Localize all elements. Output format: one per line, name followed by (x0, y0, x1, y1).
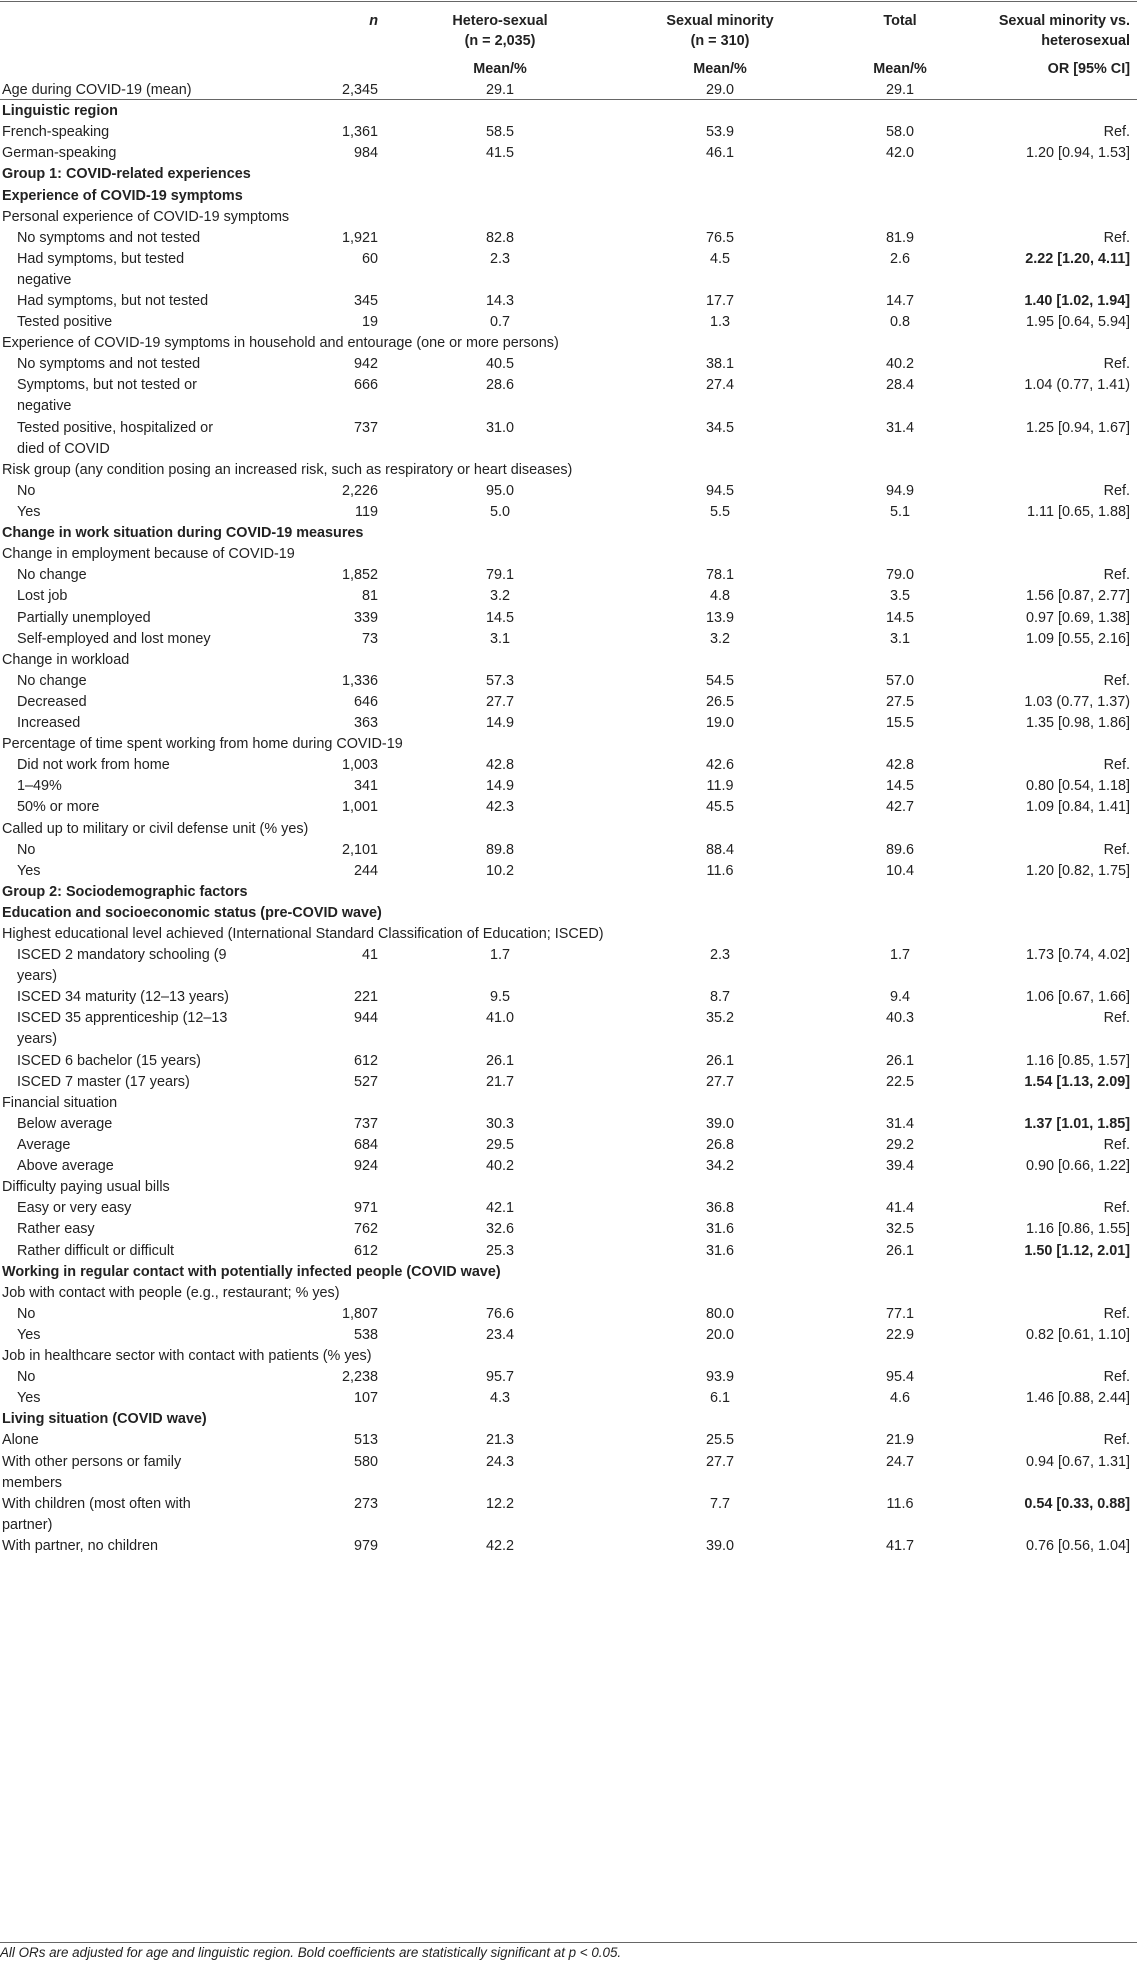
header-or-title-2: heterosexual (1041, 33, 1130, 49)
row-label: No (17, 1305, 36, 1322)
cell-total: 41.4 (885, 1200, 914, 1217)
header-n: n (369, 13, 378, 29)
row-label: Above average (17, 1158, 114, 1175)
cell-odds-ratio: 0.97 [0.69, 1.38] (1025, 609, 1130, 626)
row-label: No (17, 1369, 36, 1386)
cell-odds-ratio: Ref. (1103, 567, 1130, 584)
row-label: Change in work situation during COVID-19 measures (2, 525, 364, 542)
cell-heterosexual: 42.2 (485, 1537, 514, 1554)
cell-heterosexual: 28.6 (485, 377, 514, 394)
cell-sexual-minority: 4.8 (709, 588, 730, 605)
header-sexual-minority-title: Sexual minority (666, 13, 774, 29)
cell-odds-ratio: Ref. (1103, 1369, 1130, 1386)
cell-total: 89.6 (885, 841, 914, 858)
cell-sexual-minority: 34.5 (705, 419, 734, 436)
cell-n: 73 (361, 630, 378, 647)
cell-heterosexual: 21.7 (485, 1073, 514, 1090)
row-label: Below average (17, 1115, 113, 1132)
cell-heterosexual: 58.5 (485, 124, 514, 141)
cell-sexual-minority: 20.0 (705, 1326, 734, 1343)
cell-odds-ratio: Ref. (1103, 356, 1130, 373)
cell-sexual-minority: 11.9 (706, 778, 734, 795)
cell-odds-ratio: 1.56 [0.87, 2.77] (1025, 588, 1130, 605)
cell-sexual-minority: 3.2 (709, 630, 730, 647)
cell-total: 29.2 (885, 1137, 914, 1153)
cell-n: 984 (353, 145, 378, 162)
cell-sexual-minority: 8.7 (709, 989, 730, 1006)
cell-heterosexual: 57.3 (485, 672, 514, 689)
row-label: Yes (17, 1390, 41, 1407)
cell-heterosexual: 9.5 (489, 989, 510, 1006)
cell-odds-ratio: 1.54 [1.13, 2.09] (1024, 1073, 1130, 1090)
cell-heterosexual: 30.3 (485, 1115, 514, 1132)
cell-total: 31.4 (885, 1115, 914, 1132)
cell-odds-ratio: 1.06 [0.67, 1.66] (1025, 989, 1130, 1006)
cell-total: 42.8 (885, 757, 914, 774)
cell-total: 14.5 (885, 609, 914, 626)
cell-total: 4.6 (889, 1390, 910, 1407)
cell-total: 42.0 (885, 145, 914, 162)
row-label: No change (17, 567, 87, 584)
row-label: Rather difficult or difficult (17, 1242, 175, 1259)
row-label: Job in healthcare sector with contact with patients (% yes) (2, 1348, 372, 1364)
row-label: Risk group (any condition posing an increased risk, such as respiratory or heart diseases) (2, 461, 573, 478)
cell-n: 345 (353, 293, 378, 309)
cell-odds-ratio: 1.46 [0.88, 2.44] (1025, 1390, 1130, 1407)
row-label: Had symptoms, but not tested (17, 293, 209, 309)
cell-odds-ratio: 1.37 [1.01, 1.85] (1024, 1115, 1130, 1132)
header-total-unit: Mean/% (873, 61, 927, 77)
cell-heterosexual: 0.7 (489, 314, 510, 331)
cell-heterosexual: 26.1 (485, 1052, 514, 1069)
row-label: Alone (2, 1432, 39, 1449)
cell-sexual-minority: 31.6 (705, 1242, 734, 1259)
cell-heterosexual: 14.9 (485, 778, 514, 795)
cell-total: 0.8 (889, 314, 910, 331)
cell-odds-ratio: Ref. (1103, 124, 1130, 141)
cell-sexual-minority: 19.0 (705, 715, 734, 731)
row-label: Called up to military or civil defense unit (% yes) (2, 820, 309, 837)
cell-sexual-minority: 39.0 (705, 1537, 734, 1554)
cell-sexual-minority: 46.1 (705, 145, 734, 162)
cell-total: 3.1 (889, 630, 910, 647)
cell-heterosexual: 14.3 (485, 293, 514, 309)
cell-heterosexual: 41.0 (485, 1010, 514, 1027)
cell-total: 3.5 (889, 588, 910, 605)
row-label: Yes (17, 1326, 41, 1343)
cell-n: 221 (353, 989, 378, 1006)
cell-heterosexual: 14.5 (485, 609, 514, 626)
cell-n: 339 (353, 609, 378, 626)
cell-heterosexual: 14.9 (485, 715, 514, 731)
row-label: Age during COVID-19 (mean) (2, 82, 192, 98)
cell-heterosexual: 21.3 (485, 1432, 514, 1449)
cell-n: 2,238 (341, 1369, 378, 1386)
row-label: 50% or more (17, 799, 100, 816)
row-label: Working in regular contact with potentially infected people (COVID wave) (2, 1263, 501, 1280)
cell-sexual-minority: 35.2 (705, 1010, 734, 1027)
header-heterosexual (420, 11, 580, 79)
row-label: Group 1: COVID-related experiences (2, 166, 251, 183)
cell-odds-ratio: Ref. (1103, 1305, 1130, 1322)
cell-odds-ratio: 1.04 (0.77, 1.41) (1024, 377, 1130, 394)
cell-total: 26.1 (885, 1242, 914, 1259)
cell-heterosexual: 24.3 (485, 1453, 514, 1470)
row-label: ISCED 2 mandatory schooling (9 years) (17, 947, 227, 985)
cell-total: 42.7 (885, 799, 914, 816)
cell-total: 9.4 (889, 989, 910, 1006)
cell-total: 11.6 (886, 1495, 914, 1512)
header-odds-ratio (980, 11, 1130, 79)
cell-n: 1,361 (341, 124, 378, 141)
cell-sexual-minority: 5.5 (709, 504, 730, 520)
header-or-title-1: Sexual minority vs. (998, 13, 1130, 29)
cell-odds-ratio: 1.20 [0.82, 1.75] (1025, 862, 1130, 879)
header-total-title: Total (883, 13, 917, 29)
cell-sexual-minority: 25.5 (705, 1432, 734, 1449)
cell-n: 81 (361, 588, 378, 605)
cell-heterosexual: 32.6 (485, 1221, 514, 1238)
row-label: Average (17, 1137, 71, 1153)
cell-n: 612 (353, 1242, 378, 1259)
cell-sexual-minority: 2.3 (709, 947, 730, 964)
cell-total: 81.9 (885, 229, 914, 246)
cell-odds-ratio: 1.95 [0.64, 5.94] (1025, 314, 1130, 331)
row-label: No (17, 482, 36, 499)
cell-heterosexual: 42.1 (485, 1200, 514, 1217)
cell-odds-ratio: 1.09 [0.84, 1.41] (1025, 799, 1130, 816)
cell-odds-ratio: 1.40 [1.02, 1.94] (1024, 293, 1130, 309)
row-label: Easy or very easy (17, 1200, 132, 1217)
row-label: Rather easy (17, 1221, 95, 1238)
cell-odds-ratio: Ref. (1103, 672, 1130, 689)
cell-heterosexual: 76.6 (485, 1305, 514, 1322)
row-label: No symptoms and not tested (17, 229, 201, 246)
cell-heterosexual: 82.8 (485, 229, 514, 246)
row-label: Change in employment because of COVID-19 (2, 546, 295, 563)
cell-n: 119 (355, 504, 378, 520)
cell-sexual-minority: 94.5 (705, 482, 734, 499)
cell-total: 15.5 (885, 715, 914, 731)
cell-odds-ratio: 2.22 [1.20, 4.11] (1025, 250, 1130, 267)
cell-heterosexual: 2.3 (489, 250, 510, 267)
cell-total: 40.3 (885, 1010, 914, 1027)
row-label: Self-employed and lost money (17, 630, 211, 647)
row-label: Increased (17, 715, 81, 731)
cell-sexual-minority: 26.8 (705, 1137, 734, 1153)
cell-heterosexual: 79.1 (485, 567, 514, 584)
cell-n: 527 (353, 1073, 378, 1090)
top-rule (0, 1, 1137, 2)
cell-odds-ratio: 1.50 [1.12, 2.01] (1024, 1242, 1130, 1259)
cell-n: 737 (353, 1115, 378, 1132)
cell-sexual-minority: 27.7 (705, 1453, 734, 1470)
cell-heterosexual: 41.5 (485, 145, 514, 162)
cell-odds-ratio: 1.16 [0.85, 1.57] (1025, 1052, 1130, 1069)
header-heterosexual-n: (n = 2,035) (464, 33, 536, 49)
cell-heterosexual: 10.2 (485, 862, 514, 879)
cell-odds-ratio: 0.54 [0.33, 0.88] (1024, 1495, 1130, 1512)
cell-heterosexual: 31.0 (485, 419, 514, 436)
row-label: Linguistic region (2, 103, 118, 120)
row-label: Did not work from home (17, 757, 170, 774)
cell-total: 22.9 (885, 1326, 914, 1343)
cell-sexual-minority: 4.5 (709, 250, 730, 267)
row-label: Partially unemployed (17, 609, 151, 626)
cell-sexual-minority: 31.6 (705, 1221, 734, 1238)
cell-heterosexual: 42.3 (485, 799, 514, 816)
row-label: No symptoms and not tested (17, 356, 201, 373)
row-label: Tested positive (17, 314, 113, 331)
cell-sexual-minority: 26.5 (705, 693, 734, 710)
cell-total: 39.4 (885, 1158, 914, 1175)
cell-sexual-minority: 1.3 (709, 314, 730, 331)
cell-odds-ratio: Ref. (1103, 229, 1130, 246)
cell-total: 21.9 (885, 1432, 914, 1449)
cell-total: 32.5 (885, 1221, 914, 1238)
row-label: No (17, 841, 36, 858)
cell-odds-ratio: 0.94 [0.67, 1.31] (1025, 1453, 1130, 1470)
cell-total: 24.7 (885, 1453, 914, 1470)
cell-n: 41 (361, 947, 378, 964)
cell-total: 5.1 (889, 504, 910, 520)
header-heterosexual-title: Hetero-sexual (452, 13, 548, 29)
cell-n: 60 (361, 250, 378, 267)
cell-n: 944 (353, 1010, 378, 1027)
cell-n: 666 (353, 377, 378, 394)
cell-total: 2.6 (889, 250, 910, 267)
cell-heterosexual: 95.0 (485, 482, 514, 499)
cell-n: 19 (361, 314, 378, 331)
cell-sexual-minority: 76.5 (705, 229, 734, 246)
cell-total: 10.4 (885, 862, 914, 879)
cell-n: 1,001 (341, 799, 378, 816)
cell-sexual-minority: 88.4 (705, 841, 734, 858)
cell-sexual-minority: 7.7 (709, 1495, 730, 1512)
row-label: Symptoms, but not tested or negative (17, 377, 197, 415)
cell-n: 1,336 (341, 672, 378, 689)
cell-sexual-minority: 93.9 (705, 1369, 734, 1386)
cell-n: 971 (353, 1200, 378, 1217)
cell-heterosexual: 3.1 (489, 630, 510, 647)
cell-heterosexual: 40.2 (485, 1158, 514, 1175)
header-total (820, 11, 980, 79)
row-label: With partner, no children (2, 1537, 158, 1554)
row-label: ISCED 6 bachelor (15 years) (17, 1052, 201, 1069)
header-sexual-minority-unit: Mean/% (693, 61, 747, 77)
row-label: Education and socioeconomic status (pre-COVID wave) (2, 904, 382, 921)
row-label: French-speaking (2, 124, 110, 141)
cell-heterosexual: 95.7 (485, 1369, 514, 1386)
cell-n: 580 (353, 1453, 378, 1470)
cell-sexual-minority: 78.1 (705, 567, 734, 584)
row-label: Difficulty paying usual bills (2, 1179, 170, 1196)
cell-odds-ratio: Ref. (1103, 841, 1130, 858)
cell-sexual-minority: 6.1 (709, 1390, 730, 1407)
cell-sexual-minority: 29.0 (705, 82, 734, 98)
cell-sexual-minority: 39.0 (705, 1115, 734, 1132)
cell-n: 1,852 (341, 567, 378, 584)
header-sexual-minority (640, 11, 800, 79)
cell-total: 77.1 (885, 1305, 914, 1322)
row-label: With children (most often with partner) (2, 1495, 191, 1533)
cell-odds-ratio: Ref. (1103, 757, 1130, 774)
cell-odds-ratio: 1.11 [0.65, 1.88] (1027, 504, 1130, 520)
cell-n: 363 (353, 715, 378, 731)
cell-n: 612 (353, 1052, 378, 1069)
cell-n: 762 (353, 1221, 378, 1238)
cell-total: 26.1 (885, 1052, 914, 1069)
row-label: No change (17, 672, 87, 689)
cell-n: 979 (353, 1537, 378, 1554)
cell-odds-ratio: 1.25 [0.94, 1.67] (1025, 419, 1130, 436)
row-label: Tested positive, hospitalized or died of COVID (17, 419, 213, 457)
cell-sexual-minority: 11.6 (706, 862, 734, 879)
row-label: Experience of COVID-19 symptoms in household and entourage (one or more persons) (2, 335, 559, 352)
row-label: With other persons or family members (2, 1453, 182, 1491)
cell-odds-ratio: 0.76 [0.56, 1.04] (1025, 1537, 1130, 1554)
header-sexual-minority-n: (n = 310) (690, 33, 750, 49)
row-label: Had symptoms, but tested negative (17, 250, 185, 288)
row-label: Yes (17, 504, 41, 520)
cell-odds-ratio: 1.09 [0.55, 2.16] (1025, 630, 1130, 647)
cell-n: 2,101 (341, 841, 378, 858)
cell-total: 94.9 (885, 482, 914, 499)
cell-odds-ratio: 0.80 [0.54, 1.18] (1025, 778, 1130, 795)
cell-odds-ratio: Ref. (1103, 1200, 1130, 1217)
cell-total: 22.5 (885, 1073, 914, 1090)
cell-total: 95.4 (885, 1369, 914, 1386)
cell-sexual-minority: 36.8 (705, 1200, 734, 1217)
cell-n: 513 (353, 1432, 378, 1449)
cell-n: 942 (353, 356, 378, 373)
cell-sexual-minority: 27.7 (705, 1073, 734, 1090)
cell-total: 29.1 (885, 82, 914, 98)
cell-n: 273 (353, 1495, 378, 1512)
cell-n: 1,921 (341, 229, 378, 246)
cell-odds-ratio: Ref. (1103, 482, 1130, 499)
cell-n: 924 (353, 1158, 378, 1175)
cell-sexual-minority: 17.7 (705, 293, 734, 309)
cell-n: 538 (353, 1326, 378, 1343)
cell-sexual-minority: 34.2 (705, 1158, 734, 1175)
cell-total: 57.0 (885, 672, 914, 689)
cell-odds-ratio: 1.20 [0.94, 1.53] (1025, 145, 1130, 162)
cell-total: 58.0 (885, 124, 914, 141)
row-label: Lost job (17, 588, 68, 605)
header-or-unit: OR [95% CI] (1047, 61, 1130, 77)
row-label: Percentage of time spent working from home during COVID-19 (2, 736, 403, 753)
cell-sexual-minority: 53.9 (705, 124, 734, 141)
cell-total: 31.4 (885, 419, 914, 436)
cell-heterosexual: 4.3 (489, 1390, 510, 1407)
cell-odds-ratio: 1.16 [0.86, 1.55] (1025, 1221, 1130, 1238)
row-label: Group 2: Sociodemographic factors (2, 883, 248, 900)
cell-heterosexual: 29.5 (485, 1137, 514, 1153)
row-label: Experience of COVID-19 symptoms (2, 187, 243, 204)
cell-total: 1.7 (889, 947, 910, 964)
cell-n: 341 (353, 778, 378, 795)
cell-n: 2,226 (341, 482, 378, 499)
row-label: Decreased (17, 693, 87, 710)
cell-total: 14.5 (885, 778, 914, 795)
cell-odds-ratio: 1.03 (0.77, 1.37) (1024, 693, 1130, 710)
row-label: ISCED 35 apprenticeship (12–13 years) (17, 1010, 228, 1048)
row-label: German-speaking (2, 145, 117, 162)
cell-total: 28.4 (885, 377, 914, 394)
cell-odds-ratio: 0.90 [0.66, 1.22] (1025, 1158, 1130, 1175)
cell-sexual-minority: 13.9 (705, 609, 734, 626)
cell-heterosexual: 42.8 (485, 757, 514, 774)
cell-sexual-minority: 26.1 (705, 1052, 734, 1069)
cell-n: 646 (353, 693, 378, 710)
row-label: 1–49% (17, 778, 62, 795)
cell-heterosexual: 25.3 (485, 1242, 514, 1259)
cell-n: 244 (353, 862, 378, 879)
cell-heterosexual: 12.2 (485, 1495, 514, 1512)
row-label: ISCED 34 maturity (12–13 years) (17, 989, 229, 1006)
row-label: Financial situation (2, 1094, 118, 1111)
cell-n: 1,807 (341, 1305, 378, 1322)
row-label: Yes (17, 862, 41, 879)
cell-odds-ratio: 1.73 [0.74, 4.02] (1025, 947, 1130, 964)
cell-total: 40.2 (885, 356, 914, 373)
row-label: Living situation (COVID wave) (2, 1411, 207, 1428)
row-label: Personal experience of COVID-19 symptoms (2, 208, 290, 225)
cell-heterosexual: 27.7 (485, 693, 514, 710)
cell-n: 2,345 (341, 82, 378, 98)
cell-total: 79.0 (885, 567, 914, 584)
cell-total: 41.7 (885, 1537, 914, 1554)
cell-sexual-minority: 27.4 (705, 377, 734, 394)
cell-heterosexual: 40.5 (485, 356, 514, 373)
cell-sexual-minority: 80.0 (705, 1305, 734, 1322)
cell-heterosexual: 89.8 (485, 841, 514, 858)
cell-heterosexual: 29.1 (485, 82, 514, 98)
cell-heterosexual: 1.7 (489, 947, 510, 964)
row-label: ISCED 7 master (17 years) (17, 1073, 190, 1090)
cell-n: 684 (353, 1137, 378, 1153)
cell-heterosexual: 3.2 (489, 588, 510, 605)
cell-n: 107 (353, 1390, 378, 1407)
cell-heterosexual: 23.4 (485, 1326, 514, 1343)
cell-total: 27.5 (885, 693, 914, 710)
cell-odds-ratio: Ref. (1103, 1137, 1130, 1153)
header-heterosexual-unit: Mean/% (473, 61, 527, 77)
cell-odds-ratio: 1.35 [0.98, 1.86] (1025, 715, 1130, 731)
cell-odds-ratio: Ref. (1103, 1010, 1130, 1027)
bottom-rule (0, 1942, 1137, 1943)
cell-sexual-minority: 45.5 (705, 799, 734, 816)
row-label: Change in workload (2, 651, 130, 668)
cell-n: 1,003 (341, 757, 378, 774)
cell-heterosexual: 5.0 (489, 504, 510, 520)
cell-total: 14.7 (885, 293, 914, 309)
cell-sexual-minority: 42.6 (705, 757, 734, 774)
cell-odds-ratio: Ref. (1103, 1432, 1130, 1449)
cell-n: 737 (353, 419, 378, 436)
cell-sexual-minority: 54.5 (705, 672, 734, 689)
cell-odds-ratio: 0.82 [0.61, 1.10] (1025, 1326, 1130, 1343)
table-footnote: All ORs are adjusted for age and linguistic region. Bold coefficients are statistically significant at p < 0.05. (0, 1945, 622, 1960)
row-label: Highest educational level achieved (International Standard Classification of Education; ISCED) (2, 926, 604, 942)
cell-sexual-minority: 38.1 (705, 356, 734, 373)
row-label: Job with contact with people (e.g., restaurant; % yes) (2, 1284, 340, 1301)
